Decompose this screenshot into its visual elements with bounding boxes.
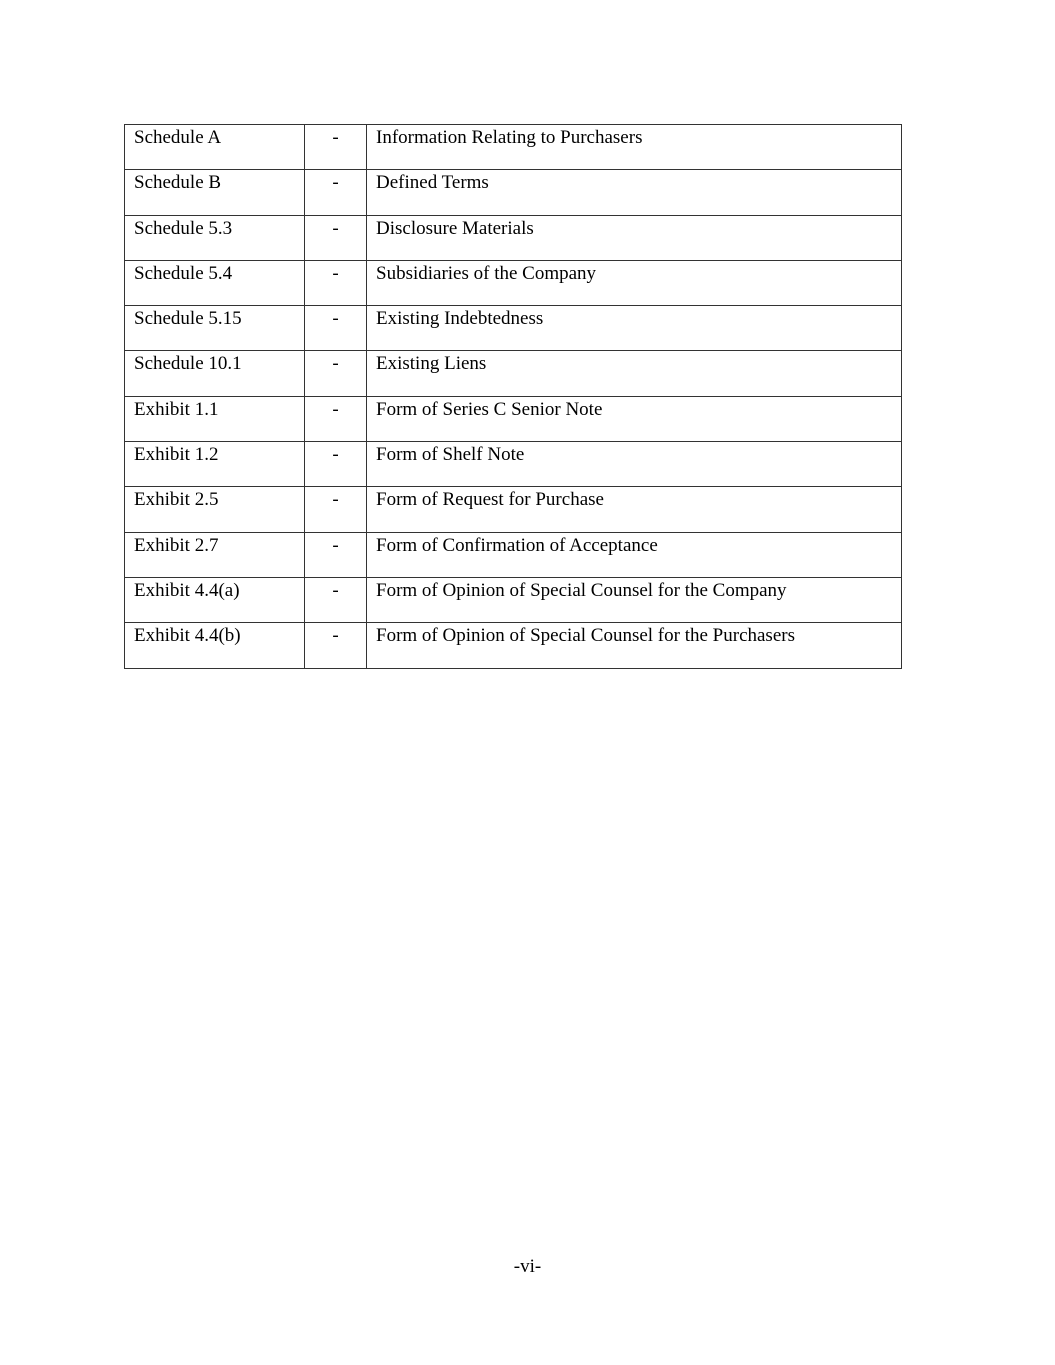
table-row — [125, 215, 902, 260]
row-title: Information Relating to Purchasers — [367, 125, 902, 170]
row-separator: - — [305, 170, 367, 215]
row-label: Schedule B — [125, 170, 305, 215]
table-row — [125, 623, 902, 668]
table-row — [125, 487, 902, 532]
row-title: Disclosure Materials — [367, 215, 902, 260]
table-row — [125, 351, 902, 396]
row-title: Subsidiaries of the Company — [367, 260, 902, 305]
schedules-exhibits-table — [124, 124, 902, 669]
table-row — [125, 396, 902, 441]
row-label: Schedule 5.15 — [125, 306, 305, 351]
row-separator: - — [305, 532, 367, 577]
row-title: Defined Terms — [367, 170, 902, 215]
row-separator: - — [305, 442, 367, 487]
table-row — [125, 306, 902, 351]
table-row — [125, 125, 902, 170]
row-separator: - — [305, 260, 367, 305]
row-label: Schedule 5.3 — [125, 215, 305, 260]
row-separator: - — [305, 351, 367, 396]
row-title: Existing Liens — [367, 351, 902, 396]
table-row — [125, 532, 902, 577]
row-title: Form of Shelf Note — [367, 442, 902, 487]
row-separator: - — [305, 623, 367, 668]
row-separator: - — [305, 306, 367, 351]
row-title: Existing Indebtedness — [367, 306, 902, 351]
row-separator: - — [305, 577, 367, 622]
row-label: Exhibit 1.2 — [125, 442, 305, 487]
row-title: Form of Series C Senior Note — [367, 396, 902, 441]
row-separator: - — [305, 125, 367, 170]
table-row — [125, 170, 902, 215]
row-label: Schedule 10.1 — [125, 351, 305, 396]
page-number: -vi- — [513, 1256, 542, 1277]
table-row — [125, 260, 902, 305]
row-label: Exhibit 4.4(a) — [125, 577, 305, 622]
row-label: Exhibit 1.1 — [125, 396, 305, 441]
row-title: Form of Request for Purchase — [367, 487, 902, 532]
row-title: Form of Opinion of Special Counsel for the Purchasers — [367, 623, 902, 668]
row-separator: - — [305, 396, 367, 441]
row-title: Form of Opinion of Special Counsel for the Company — [367, 577, 902, 622]
row-label: Schedule A — [125, 125, 305, 170]
row-label: Exhibit 4.4(b) — [125, 623, 305, 668]
row-separator: - — [305, 215, 367, 260]
row-separator: - — [305, 487, 367, 532]
row-label: Exhibit 2.5 — [125, 487, 305, 532]
row-title: Form of Confirmation of Acceptance — [367, 532, 902, 577]
row-label: Schedule 5.4 — [125, 260, 305, 305]
table-row — [125, 577, 902, 622]
row-label: Exhibit 2.7 — [125, 532, 305, 577]
table-row — [125, 442, 902, 487]
